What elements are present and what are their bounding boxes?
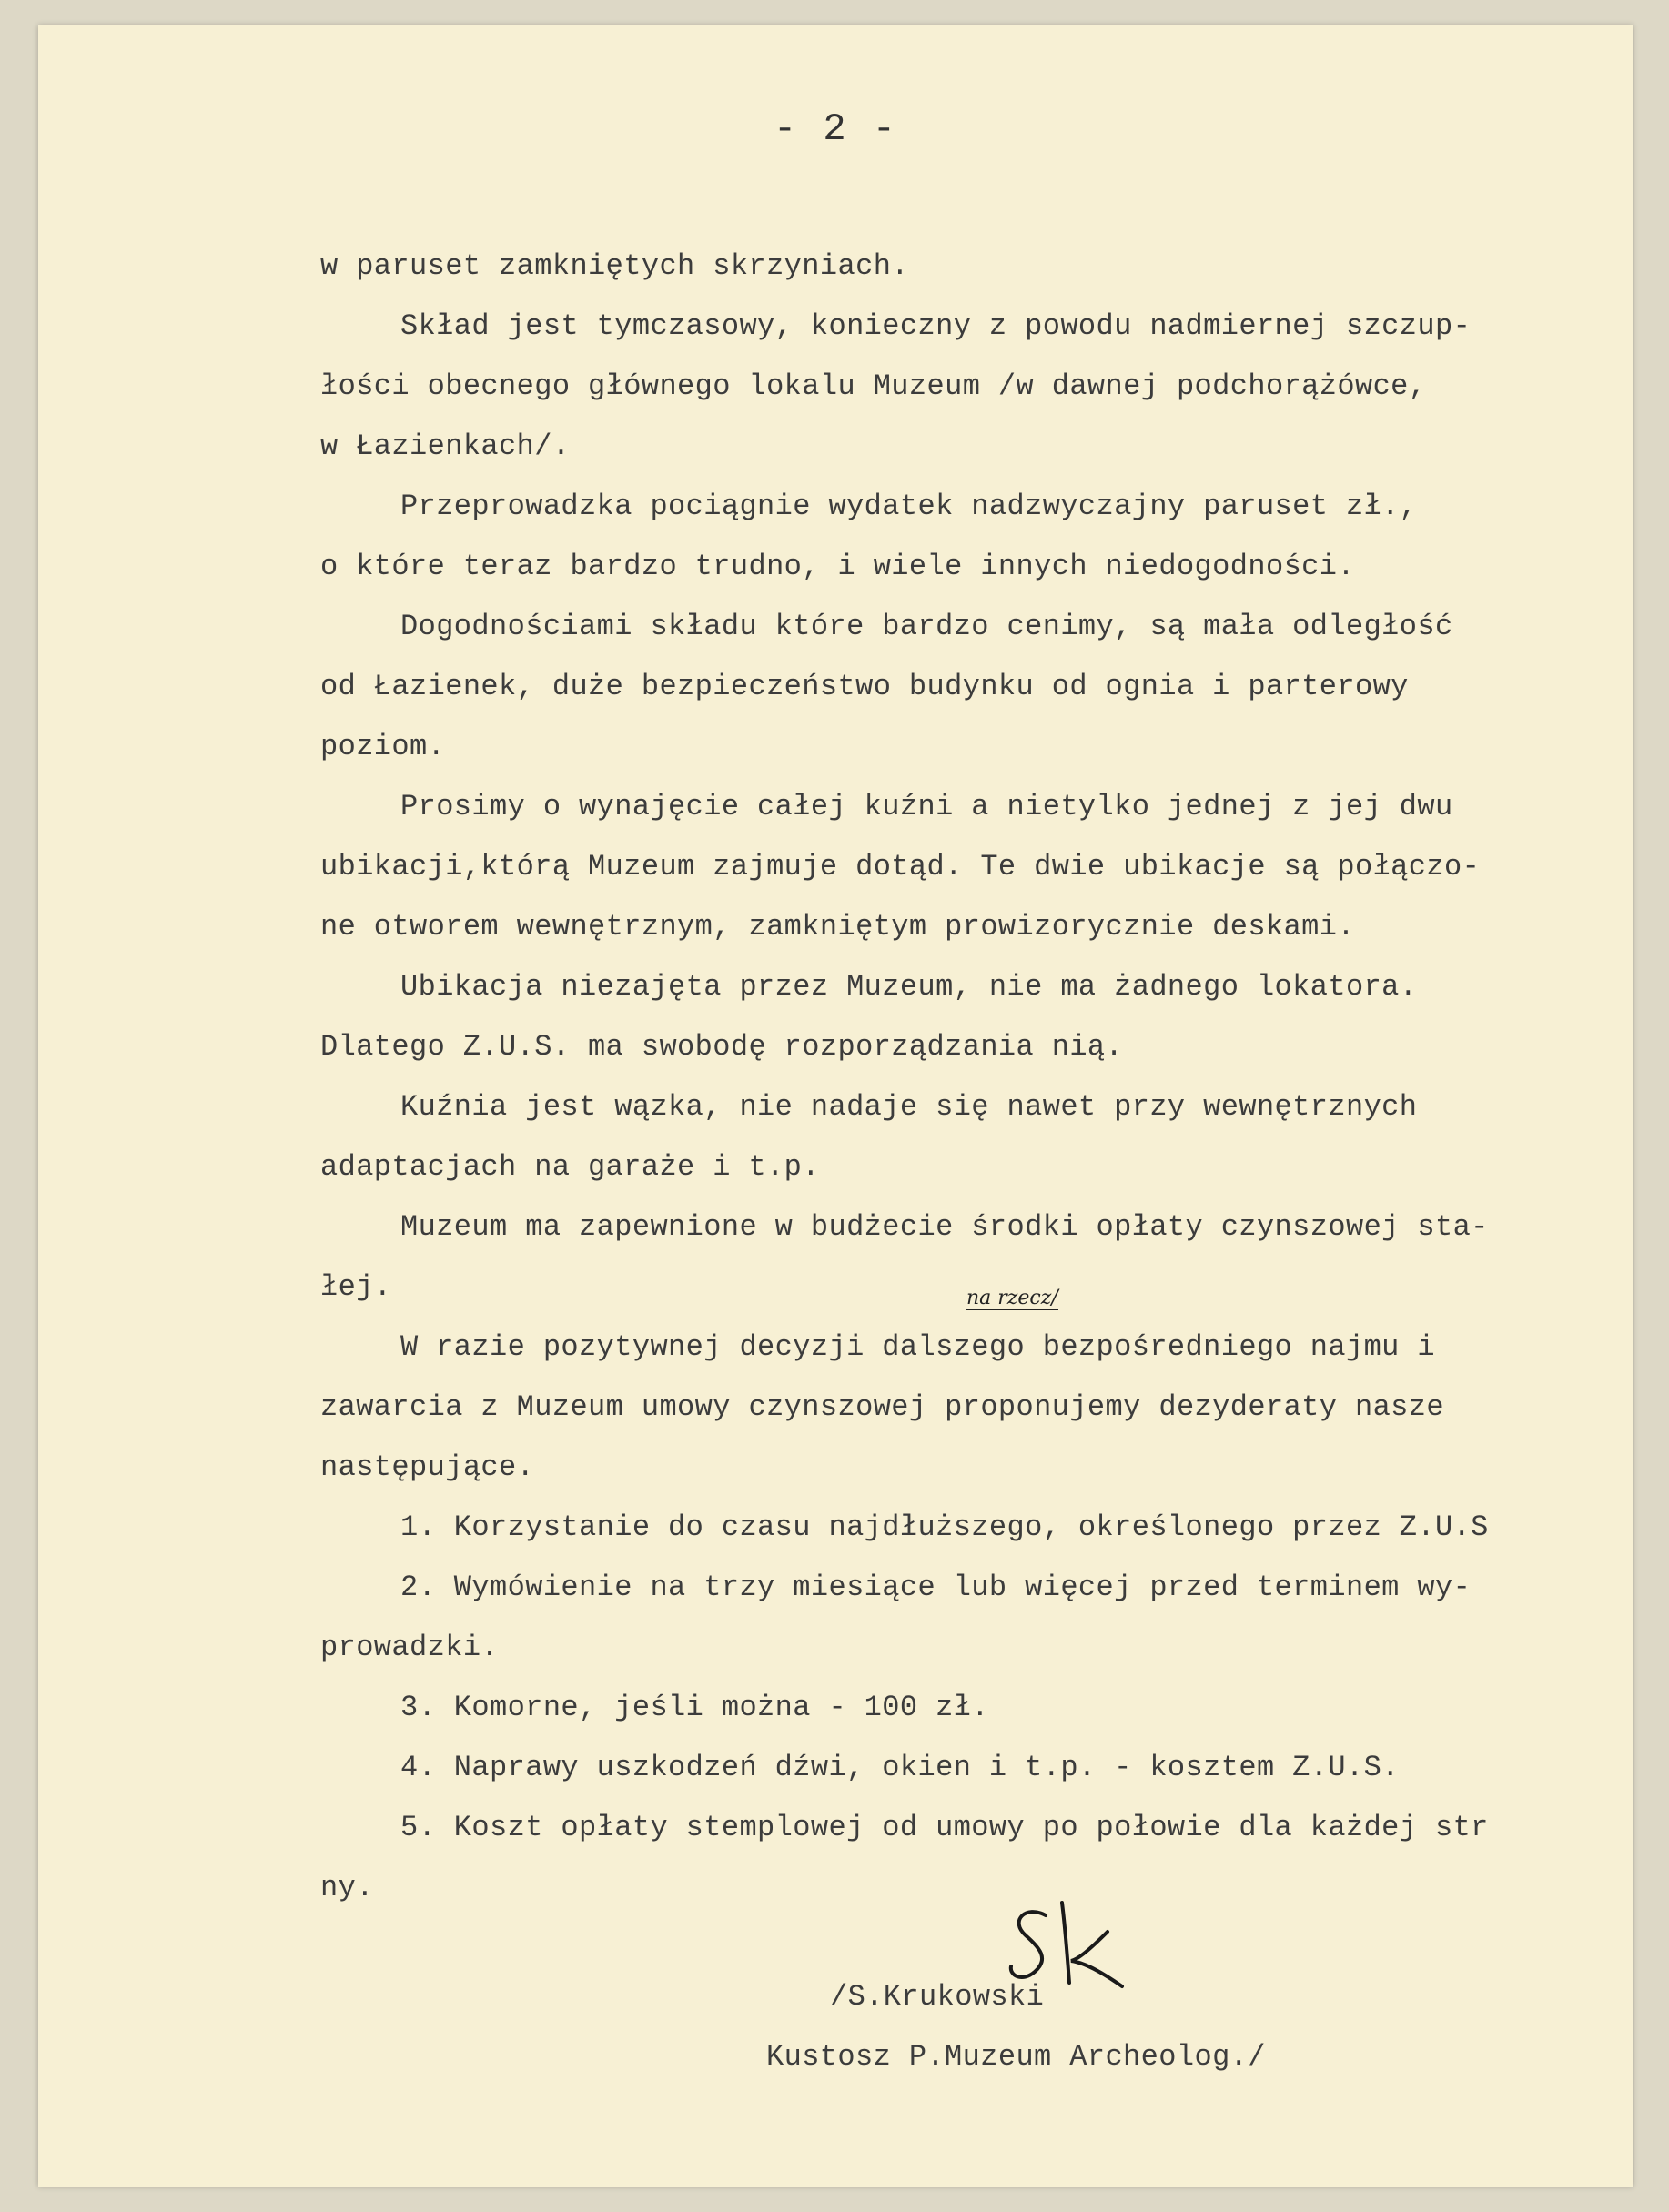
signatory-title: Kustosz P.Muzeum Archeolog./ [766, 2040, 1266, 2074]
text-line: o które teraz bardzo trudno, i wiele innych niedogodności. [320, 550, 1355, 583]
list-item: 2. Wymówienie na trzy miesiące lub więcej przed terminem wy- [400, 1571, 1472, 1604]
text-line: łości obecnego głównego lokalu Muzeum /w dawnej podchorążówce, [320, 369, 1427, 403]
text-line: adaptacjach na garaże i t.p. [320, 1150, 820, 1184]
text-line: Muzeum ma zapewnione w budżecie środki opłaty czynszowej sta- [400, 1210, 1489, 1244]
text-line: od Łazienek, duże bezpieczeństwo budynku od ognia i parterowy [320, 670, 1409, 703]
text-line: prowadzki. [320, 1631, 500, 1664]
text-line: ny. [320, 1871, 374, 1904]
text-line: ne otworem wewnętrznym, zamkniętym prowizorycznie deskami. [320, 910, 1355, 944]
text-line: poziom. [320, 730, 446, 763]
document-page [38, 25, 1633, 2187]
signature-initials-icon [998, 1895, 1153, 1995]
text-line: Dlatego Z.U.S. ma swobodę rozporządzania nią. [320, 1030, 1124, 1064]
signatory-name: /S.Krukowski [830, 1980, 1045, 2014]
letter-body [320, 237, 1622, 2087]
handwritten-insertion: na rzecz/ [966, 1287, 1058, 1309]
text-line: Prosimy o wynajęcie całej kuźni a nietylko jednej z jej dwu [400, 790, 1453, 823]
text-line: Dogodnościami składu które bardzo cenimy, są mała odległość [400, 610, 1453, 643]
text-line: ubikacji,którą Muzeum zajmuje dotąd. Te dwie ubikacje są połączo- [320, 850, 1481, 884]
list-item: 5. Koszt opłaty stemplowej od umowy po połowie dla każdej str [400, 1811, 1489, 1844]
text-line: Kuźnia jest wązka, nie nadaje się nawet przy wewnętrznych [400, 1090, 1418, 1124]
text-line: Skład jest tymczasowy, konieczny z powodu nadmiernej szczup- [400, 309, 1472, 343]
text-line: Ubikacja niezajęta przez Muzeum, nie ma żadnego lokatora. [400, 970, 1418, 1004]
list-item: 3. Komorne, jeśli można - 100 zł. [400, 1691, 989, 1724]
list-item: 4. Naprawy uszkodzeń dźwi, okien i t.p. - kosztem Z.U.S. [400, 1751, 1400, 1784]
text-line: w Łazienkach/. [320, 429, 571, 463]
text-line: w paruset zamkniętych skrzyniach. [320, 249, 909, 283]
text-line: Przeprowadzka pociągnie wydatek nadzwyczajny paruset zł., [400, 490, 1418, 523]
text-line: zawarcia z Muzeum umowy czynszowej proponujemy dezyderaty nasze [320, 1390, 1444, 1424]
list-item: 1. Korzystanie do czasu najdłuższego, określonego przez Z.U.S [400, 1510, 1489, 1544]
text-line: W razie pozytywnej decyzji dalszego bezpośredniego najmu i [400, 1330, 1435, 1364]
page-number: - 2 - [773, 107, 898, 151]
text-line: łej. [320, 1270, 392, 1304]
text-line: następujące. [320, 1450, 535, 1484]
